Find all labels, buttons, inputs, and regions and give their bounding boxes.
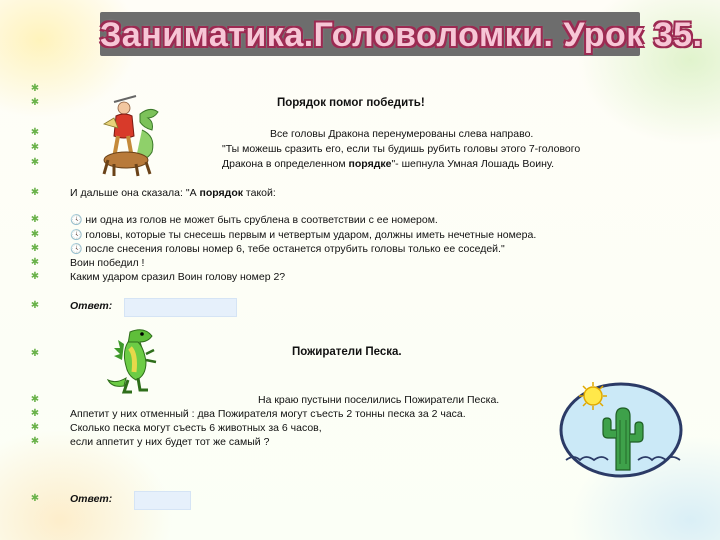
asterisk-bullet-icon: ✱ bbox=[30, 83, 40, 94]
problem2-heading: Пожиратели Песка. bbox=[292, 346, 402, 358]
asterisk-bullet-icon: ✱ bbox=[30, 229, 40, 240]
asterisk-bullet-icon: ✱ bbox=[30, 422, 40, 433]
problem1-intro-line-2: "Ты можешь сразить его, если ты будишь рубить головы этого 7-голового bbox=[222, 143, 581, 155]
asterisk-bullet-icon: ✱ bbox=[30, 300, 40, 311]
problem1-answer-label: Ответ: bbox=[70, 300, 113, 312]
problem1-intro-line-3: Дракона в определенном порядке"- шепнула Умная Лошадь Воину. bbox=[222, 158, 555, 170]
problem2-answer-label: Ответ: bbox=[70, 493, 113, 505]
asterisk-bullet-icon: ✱ bbox=[30, 257, 40, 268]
problem1-heading: Порядок помог победить! bbox=[277, 97, 425, 109]
problem2-line-3: Сколько песка могут съесть 6 животных за 6 часов, bbox=[70, 422, 322, 434]
problem1-question: Каким ударом сразил Воин голову номер 2? bbox=[70, 271, 286, 283]
slide-title: Заниматика.Головоломки. Урок 35. bbox=[100, 16, 703, 54]
asterisk-bullet-icon: ✱ bbox=[30, 214, 40, 225]
problem2-line-1: На краю пустыни поселились Пожиратели Песка. bbox=[258, 394, 500, 406]
asterisk-bullet-icon: ✱ bbox=[30, 97, 40, 108]
asterisk-bullet-icon: ✱ bbox=[30, 394, 40, 405]
cactus-in-desert-picture bbox=[556, 380, 686, 480]
problem1-intro-line-1: Все головы Дракона перенумерованы слева направо. bbox=[270, 128, 534, 140]
problem2-line-4: если аппетит у них будет тот же самый ? bbox=[70, 436, 270, 448]
clock-icon: 🕓 bbox=[70, 215, 83, 226]
asterisk-bullet-icon: ✱ bbox=[30, 187, 40, 198]
asterisk-bullet-icon: ✱ bbox=[30, 436, 40, 447]
problem1-answer-field[interactable] bbox=[124, 298, 237, 317]
clock-icon: 🕓 bbox=[70, 244, 83, 255]
asterisk-bullet-icon: ✱ bbox=[30, 142, 40, 153]
problem2-answer-field[interactable] bbox=[134, 491, 191, 510]
asterisk-bullet-icon: ✱ bbox=[30, 271, 40, 282]
asterisk-bullet-icon: ✱ bbox=[30, 408, 40, 419]
asterisk-bullet-icon: ✱ bbox=[30, 493, 40, 504]
problem2-line-2: Аппетит у них отменный : два Пожирателя могут съесть 2 тонны песка за 2 часа. bbox=[70, 408, 466, 420]
green-dragon-picture bbox=[102, 324, 164, 396]
problem1-result: Воин победил ! bbox=[70, 257, 145, 269]
problem1-order-intro: И дальше она сказала: "А порядок такой: bbox=[70, 187, 276, 199]
problem1-rule-1: 🕓 ни одна из голов не может быть срублена в соответствии с ее номером. bbox=[70, 214, 438, 226]
asterisk-bullet-icon: ✱ bbox=[30, 243, 40, 254]
problem1-rule-3: 🕓 после снесения головы номер 6, тебе останется отрубить головы только ее соседей." bbox=[70, 243, 505, 255]
asterisk-bullet-icon: ✱ bbox=[30, 127, 40, 138]
asterisk-bullet-icon: ✱ bbox=[30, 348, 40, 359]
clock-icon: 🕓 bbox=[70, 230, 83, 241]
knight-and-dragon-picture bbox=[100, 94, 162, 178]
asterisk-bullet-icon: ✱ bbox=[30, 157, 40, 168]
slide-title-banner bbox=[100, 12, 703, 56]
problem1-rule-2: 🕓 головы, которые ты снесешь первым и четвертым ударом, должны иметь нечетные номера. bbox=[70, 229, 537, 241]
